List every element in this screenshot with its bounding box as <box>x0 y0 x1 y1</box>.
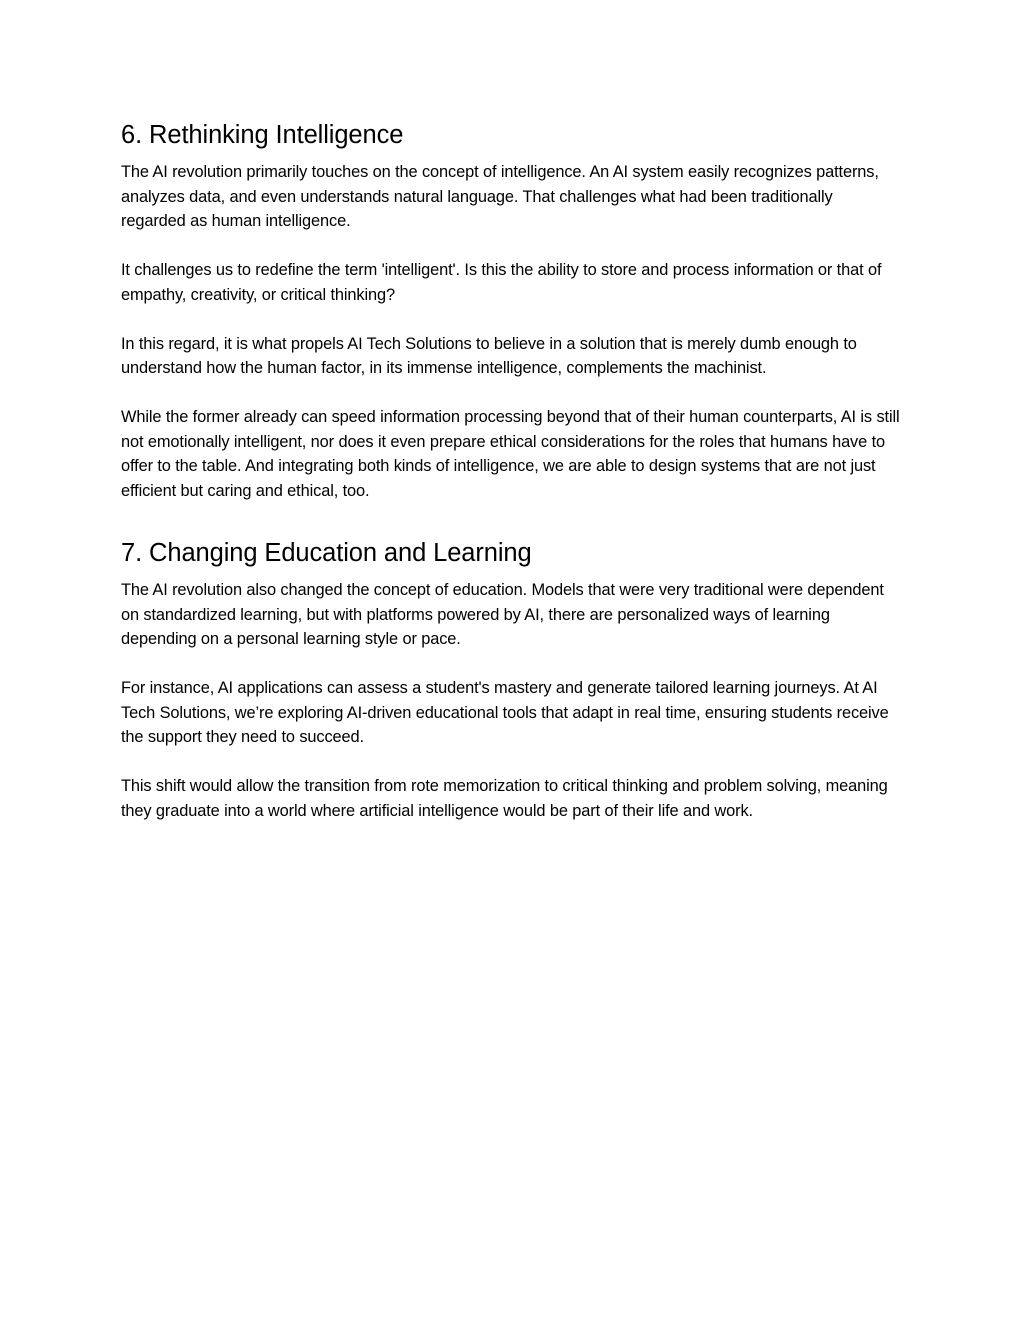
paragraph: This shift would allow the transition from rote memorization to critical thinking and problem solving, meaning they graduate into a world where artificial intelligence would be part of their life and work. <box>121 777 888 820</box>
section-heading: 6. Rethinking Intelligence <box>121 121 404 149</box>
paragraph: For instance, AI applications can assess a student's mastery and generate tailored learning journeys. At AI Tech Solutions, we’re exploring AI-driven educational tools that adapt in real time, ensuring students receive the support they need to succeed. <box>121 679 889 746</box>
paragraph: In this regard, it is what propels AI Tech Solutions to believe in a solution that is merely dumb enough to understand how the human factor, in its immense intelligence, complements the machinist. <box>121 334 857 377</box>
paragraph: It challenges us to redefine the term 'intelligent'. Is this the ability to store and process information or that of empathy, creativity, or critical thinking? <box>121 261 882 304</box>
section-rethinking-intelligence <box>121 118 901 503</box>
paragraph: The AI revolution also changed the concept of education. Models that were very traditional were dependent on standardized learning, but with platforms powered by AI, there are personalized ways of learning depending on a personal learning style or pace. <box>121 581 884 648</box>
document-page <box>121 118 901 848</box>
paragraph: The AI revolution primarily touches on the concept of intelligence. An AI system easily recognizes patterns, analyzes data, and even understands natural language. That challenges what had been traditionally regarded as human intelligence. <box>121 163 879 230</box>
section-changing-education <box>121 536 901 823</box>
section-heading: 7. Changing Education and Learning <box>121 539 532 567</box>
paragraph: While the former already can speed information processing beyond that of their human counterparts, AI is still not emotionally intelligent, nor does it even prepare ethical considerations for the roles that humans have to offer to the table. And integrating both kinds of intelligence, we are able to design systems that are not just efficient but caring and ethical, too. <box>121 408 900 500</box>
